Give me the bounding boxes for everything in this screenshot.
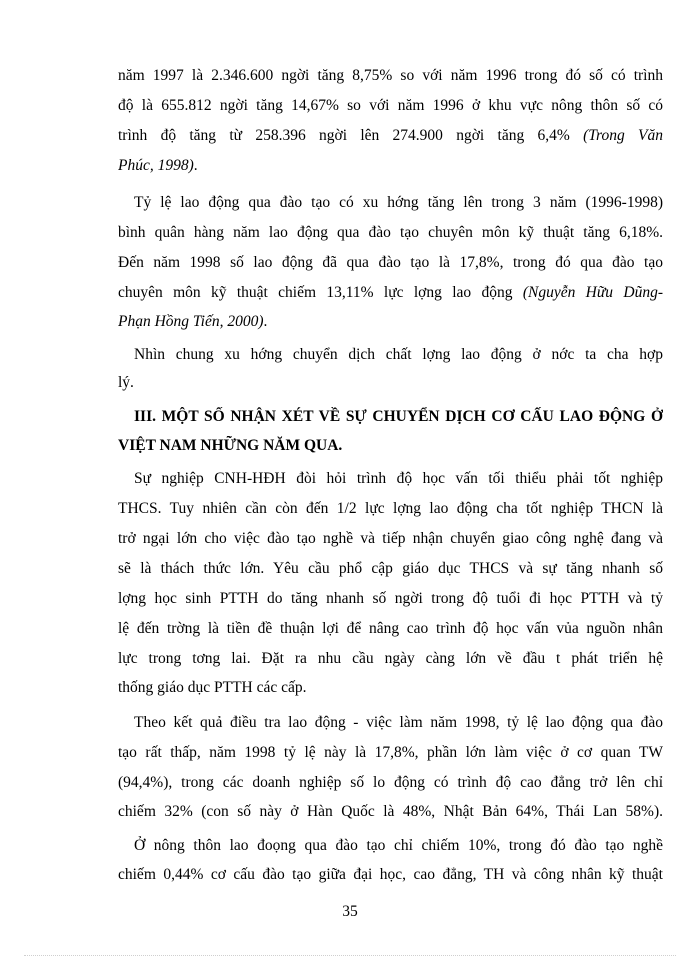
footer-divider [24, 955, 676, 956]
citation: Phạn Hồng Tiến, 2000) [118, 313, 264, 330]
body-line: bình quân hàng năm lao động qua đào tạo chuyên môn kỹ thuật tăng 6,18%. [118, 224, 663, 241]
body-line: sẽ là thách thức lớn. Yêu cầu phổ cập giáo dục THCS và sự tăng nhanh số [118, 560, 663, 577]
citation: Phúc, 1998) [118, 157, 194, 174]
body-line: thống giáo dục PTTH các cấp. [118, 679, 307, 696]
body-line: Nhìn chung xu hớng chuyển dịch chất lợng lao động ở nớc ta cha hợp [134, 346, 663, 363]
body-line: Ở nông thôn lao đoọng qua đào tạo chỉ chiếm 10%, trong đó đào tạo nghề [134, 837, 663, 854]
body-line: năm 1997 là 2.346.600 ngời tăng 8,75% so với năm 1996 trong đó số có trình [118, 67, 663, 84]
body-line: độ là 655.812 ngời tăng 14,67% so với năm 1996 ở khu vực nông thôn số có [118, 97, 663, 114]
body-line: lực trong tơng lai. Đặt ra nhu cầu ngày càng lớn về đầu t phát triển hệ [118, 650, 663, 667]
body-line: trở ngại lớn cho việc đào tạo nghề và tiếp nhận chuyển giao công nghệ đang và [118, 530, 663, 547]
section-heading: III. MỘT SỐ NHẬN XÉT VỀ SỰ CHUYỂN DỊCH CƠ CẤU LAO ĐỘNG Ở [134, 408, 663, 425]
citation: (Trong Văn [583, 127, 663, 144]
body-line: Phạn Hồng Tiến, 2000). [118, 313, 268, 330]
citation: (Nguyễn Hữu Dũng- [522, 284, 663, 301]
body-line: lý. [118, 374, 134, 391]
body-line: tạo rất thấp, năm 1998 tỷ lệ này là 17,8%, phần lớn làm việc ở cơ quan TW [118, 744, 663, 761]
body-line: trình độ tăng từ 258.396 ngời lên 274.900 ngời tăng 6,4% (Trong Văn [118, 127, 663, 144]
body-line: Tỷ lệ lao động qua đào tạo có xu hớng tăng lên trong 3 năm (1996-1998) [134, 194, 663, 211]
page-number: 35 [342, 903, 358, 920]
section-heading: VIỆT NAM NHỮNG NĂM QUA. [118, 437, 343, 454]
body-line: THCS. Tuy nhiên cần còn đến 1/2 lực lợng lao động cha tốt nghiệp THCN là [118, 500, 663, 517]
body-line: Theo kết quả điều tra lao động - việc làm năm 1998, tỷ lệ lao động qua đào [134, 714, 663, 731]
body-line: chiếm 0,44% cơ cấu đào tạo giữa đại học, cao đẳng, TH và công nhân kỹ thuật [118, 866, 663, 883]
body-line: chiếm 32% (con số này ở Hàn Quốc là 48%, Nhật Bản 64%, Thái Lan 58%). [118, 803, 663, 820]
body-line: Phúc, 1998). [118, 157, 198, 174]
body-line: chuyên môn kỹ thuật chiếm 13,11% lực lợng lao động (Nguyễn Hữu Dũng- [118, 284, 663, 301]
body-line: lệ đến trờng là tiền đề thuận lợi để nâng cao trình độ học vấn vủa nguồn nhân [118, 620, 663, 637]
body-line: Sự nghiệp CNH-HĐH đòi hỏi trình độ học vấn tối thiểu phải tốt nghiệp [134, 470, 663, 487]
body-line: (94,4%), trong các doanh nghiệp số lo động có trình độ cao đẳng trở lên chỉ [118, 774, 663, 791]
body-line: Đến năm 1998 số lao động đã qua đào tạo là 17,8%, trong đó qua đào tạo [118, 254, 663, 271]
body-line: lợng học sinh PTTH do tăng nhanh số ngời trong độ tuổi đi học PTTH và tỷ [118, 590, 663, 607]
